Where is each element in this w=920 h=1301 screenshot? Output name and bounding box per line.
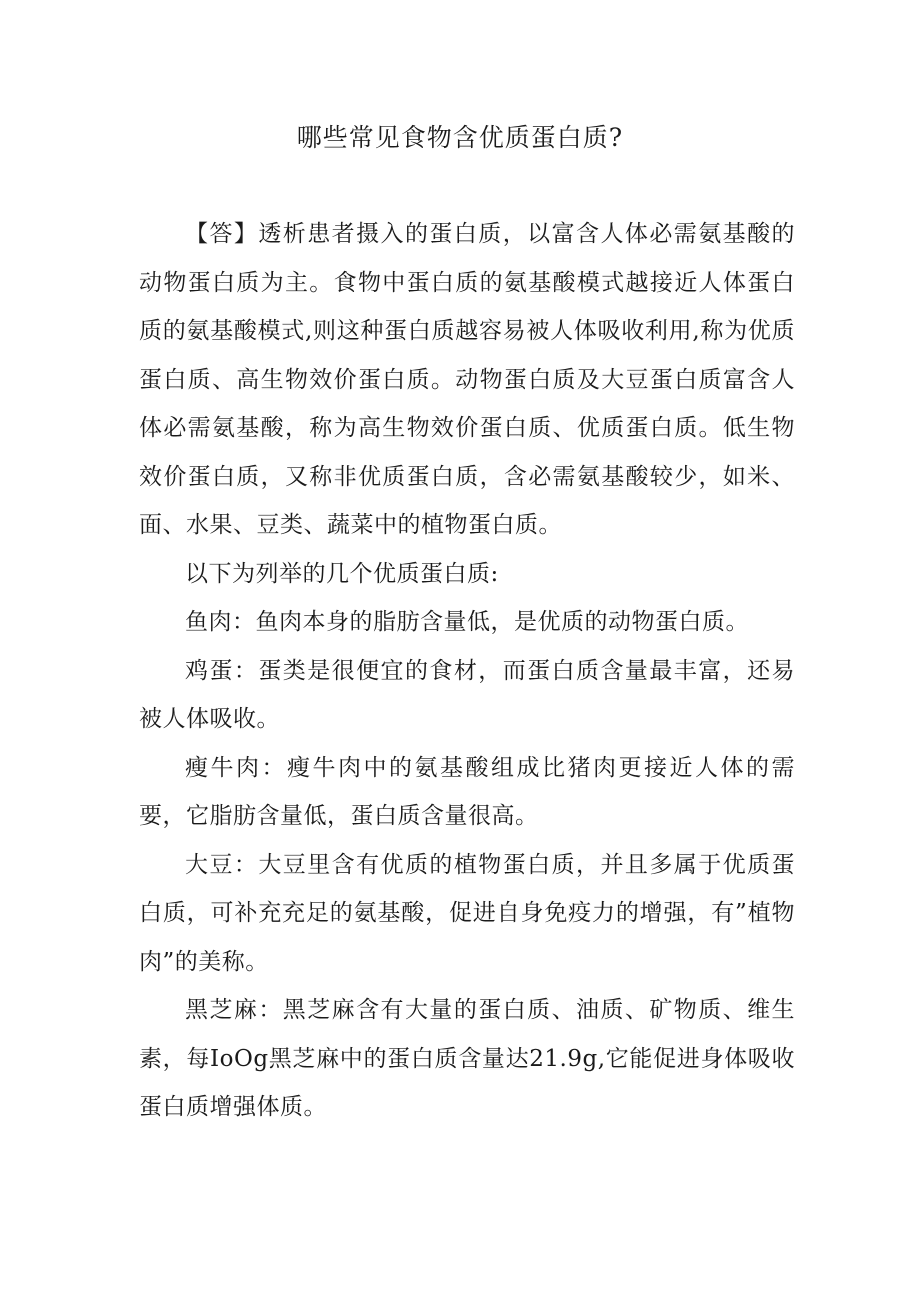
food-item-text: 鱼肉本身的脂肪含量低，是优质的动物蛋白质。: [255, 609, 749, 635]
food-item-label: 瘦牛肉：: [185, 754, 287, 781]
answer-paragraph: [139, 210, 795, 550]
food-item-text: 蛋类是很便宜的食材，而蛋白质含量最丰富，还易被人体吸收。: [139, 657, 795, 732]
intro-paragraph: 以下为列举的几个优质蛋白质:: [185, 560, 499, 587]
food-item-egg: [139, 647, 795, 744]
answer-text: 透析患者摄入的蛋白质，以富含人体必需氨基酸的动物蛋白质为主。食物中蛋白质的氨基酸模式越接近人体蛋白质的氨基酸模式,则这种蛋白质越容易被人体吸收利用,称为优质蛋白质、高生物效价蛋白质。动物蛋白质及大豆蛋白质富含人体必需氨基酸，称为高生物效价蛋白质、优质蛋白质。低生物效价蛋白质，又称非优质蛋白质，含必需氨基酸较少，如米、面、水果、豆类、蔬菜中的植物蛋白质。: [139, 221, 795, 538]
food-item-lean-beef: [139, 744, 795, 841]
food-item-text: 瘦牛肉中的氨基酸组成比猪肉更接近人体的需要，它脂肪含量低，蛋白质含量很高。: [139, 754, 795, 829]
food-item-soybean: [139, 841, 795, 987]
food-item-text: 黑芝麻含有大量的蛋白质、油质、矿物质、维生素，每IoOg黑芝麻中的蛋白质含量达21.9g,它能促进身体吸收蛋白质增强体质。: [139, 997, 795, 1120]
document-body: [139, 210, 795, 1132]
food-item-label: 大豆：: [185, 851, 259, 878]
food-item-black-sesame: [139, 986, 795, 1132]
food-item-fish: [139, 598, 795, 647]
food-item-text: 大豆里含有优质的植物蛋白质，并且多属于优质蛋白质，可补充充足的氨基酸，促进自身免疫力的增强，有”植物肉”的美称。: [139, 851, 795, 975]
food-item-label: 鸡蛋：: [185, 657, 259, 684]
food-item-label: 黑芝麻：: [185, 997, 283, 1023]
food-item-label: 鱼肉：: [185, 609, 256, 635]
answer-label: 【答】: [185, 221, 259, 247]
document-title: 哪些常见食物含优质蛋白质?: [296, 123, 624, 152]
